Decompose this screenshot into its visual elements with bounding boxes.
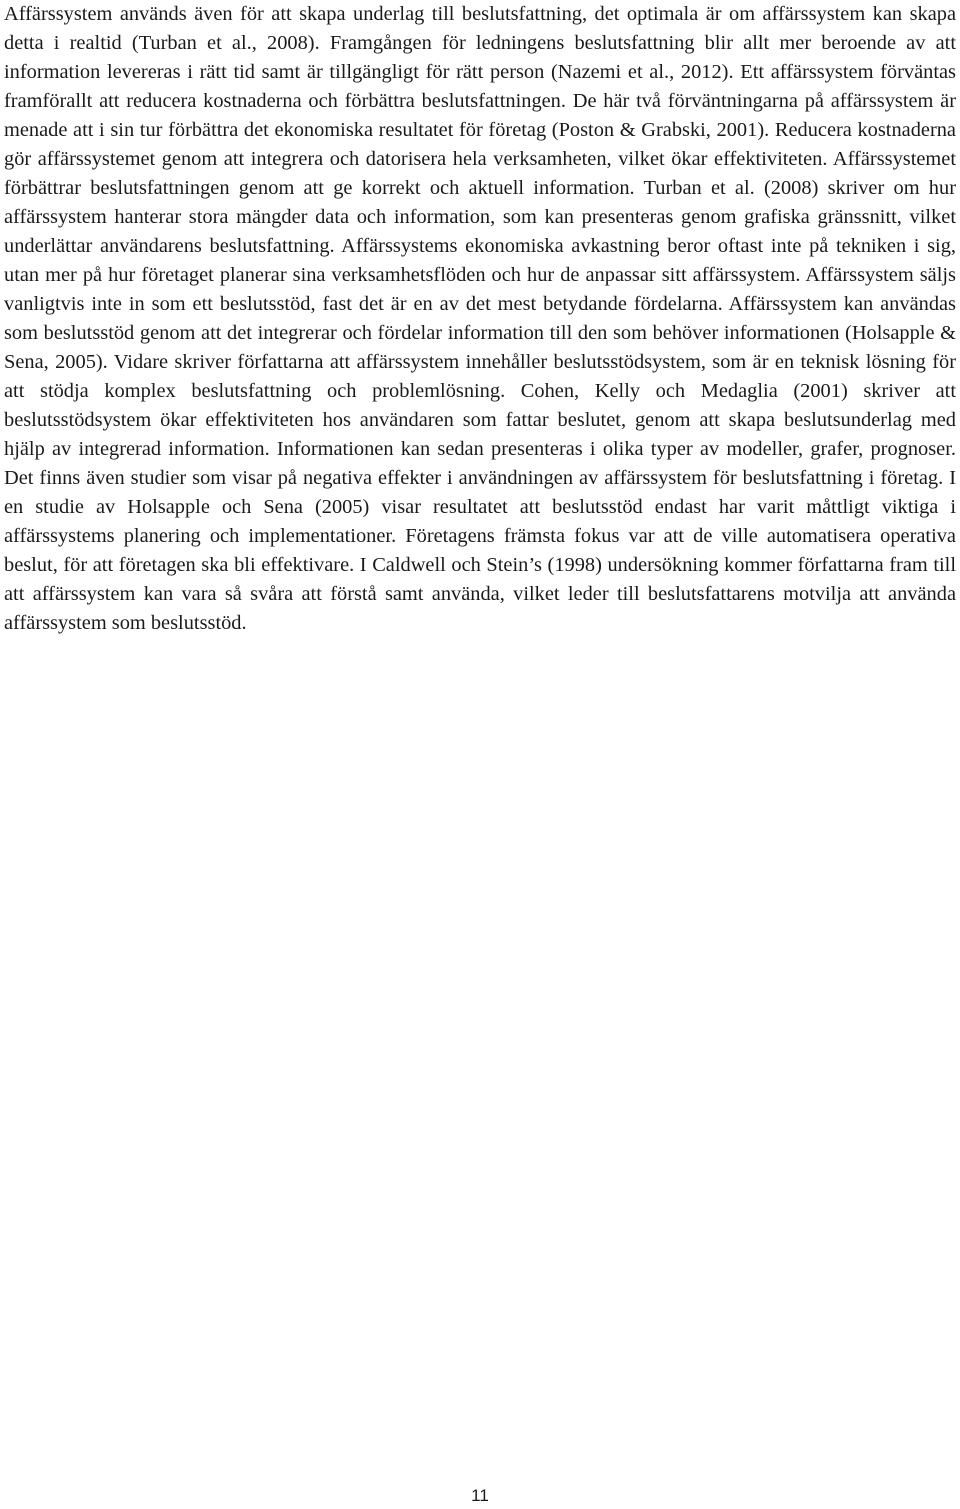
- page-number: 11: [471, 1486, 489, 1505]
- body-paragraph: Affärssystem används även för att skapa underlag till beslutsfattning, det optimala är om affärssystem kan skapa detta i realtid (Turban et al., 2008). Framgången för ledningens beslutsfattning blir allt mer beroende av att information levereras i rätt tid samt är tillgängligt för rätt person (Nazemi et al., 2012). Ett affärssystem förväntas framförallt att reducera kostnaderna och förbättra beslutsfattningen. De här två förväntningarna på affärssystem är menade att i sin tur förbättra det ekonomiska resultatet för företag (Poston & Grabski, 2001). Reducera kostnaderna gör affärssystemet genom att integrera och datorisera hela verksamheten, vilket ökar effektiviteten. Affärssystemet förbättrar beslutsfattningen genom att ge korrekt och aktuell information. Turban et al. (2008) skriver om hur affärssystem hanterar stora mängder data och information, som kan presenteras genom grafiska gränssnitt, vilket underlättar användarens beslutsfattning. Affärssystems ekonomiska avkastning beror oftast inte på tekniken i sig, utan mer på hur företaget planerar sina verksamhetsflöden och hur de anpassar sitt affärssystem. Affärssystem säljs vanligtvis inte in som ett beslutsstöd, fast det är en av det mest betydande fördelarna. Affärssystem kan användas som beslutsstöd genom att det integrerar och fördelar information till den som behöver informationen (Holsapple & Sena, 2005). Vidare skriver författarna att affärssystem innehåller beslutsstödsystem, som är en teknisk lösning för att stödja komplex beslutsfattning och problemlösning. Cohen, Kelly och Medaglia (2001) skriver att beslutsstödsystem ökar effektiviteten hos användaren som fattar beslutet, genom att skapa beslutsunderlag med hjälp av integrerad information. Informationen kan sedan presenteras i olika typer av modeller, grafer, prognoser. Det finns även studier som visar på negativa effekter i användningen av affärssystem för beslutsfattning i företag. I en studie av Holsapple och Sena (2005) visar resultatet att beslutsstöd endast har varit måttligt viktiga i affärssystems planering och implementationer. Företagens främsta fokus var att de ville automatisera operativa beslut, för att företagen ska bli effektivare. I Caldwell och Stein’s (1998) undersökning kommer författarna fram till att affärssystem kan vara så svåra att förstå samt använda, vilket leder till beslutsfattarens motvilja att använda affärssystem som beslutsstöd.: [4, 3, 956, 634]
